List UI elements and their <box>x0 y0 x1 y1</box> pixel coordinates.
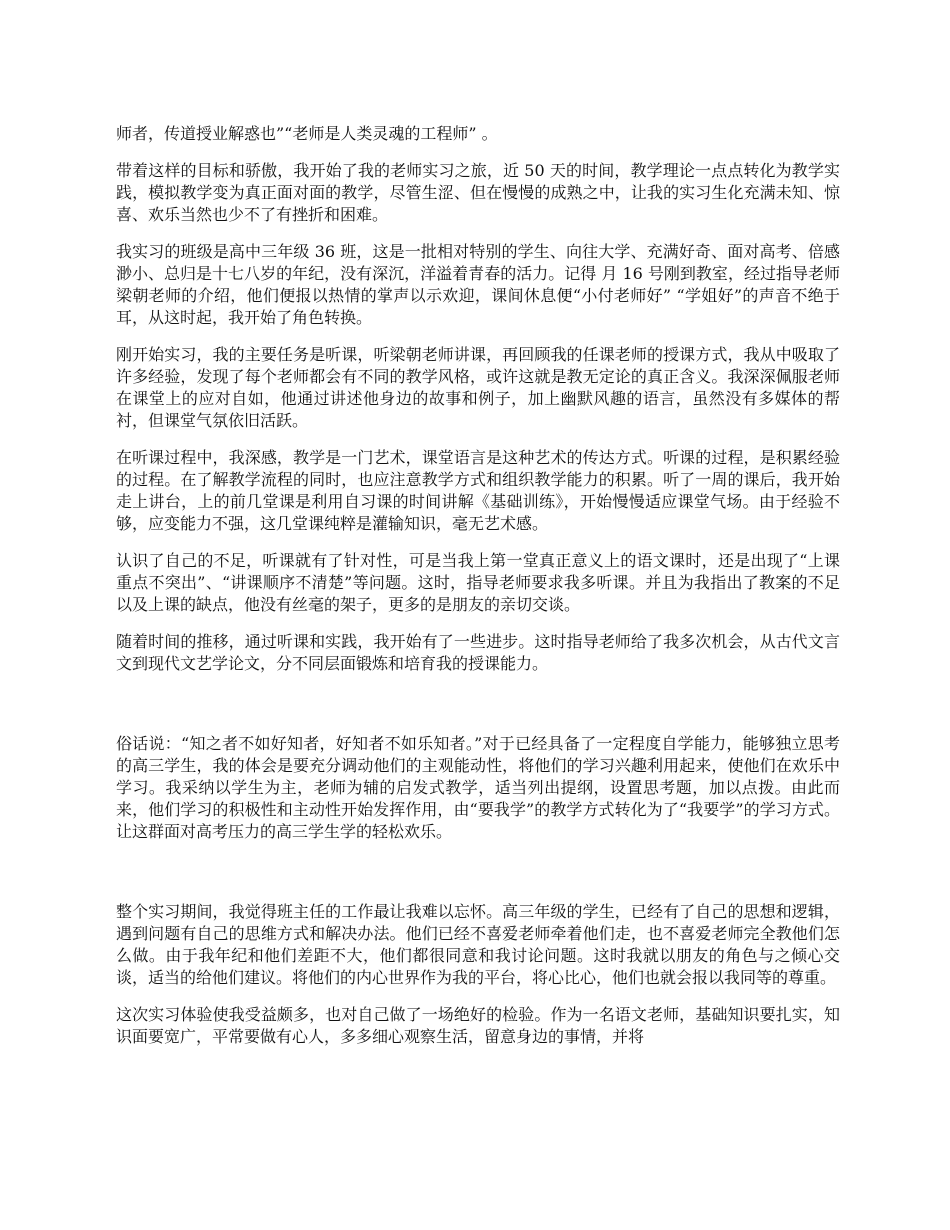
paragraph-4: 刚开始实习，我的主要任务是听课，听梁朝老师讲课，再回顾我的任课老师的授课方式，我从中吸取了许多经验，发现了每个老师都会有不同的教学风格，或许这就是教无定论的真正含义。我深深佩服老师在课堂上的应对自如，他通过讲述他身边的故事和例子，加上幽默风趣的语言，虽然没有多媒体的帮衬，但课堂气氛依旧活跃。 <box>116 345 840 430</box>
paragraph-7: 随着时间的推移，通过听课和实践，我开始有了一些进步。这时指导老师给了我多次机会，从古代文言文到现代文艺学论文，分不同层面锻炼和培育我的授课能力。 <box>116 632 840 673</box>
paragraph-5: 在听课过程中，我深感，教学是一门艺术，课堂语言是这种艺术的传达方式。听课的过程，是积累经验的过程。在了解教学流程的同时，也应注意教学方式和组织教学能力的积累。听了一周的课后，我开始走上讲台，上的前几堂课是利用自习课的时间讲解《基础训练》，开始慢慢适应课堂气场。由于经验不够，应变能力不强，这几堂课纯粹是灌输知识，毫无艺术感。 <box>116 448 840 533</box>
paragraph-10: 这次实习体验使我受益颇多，也对自己做了一场绝好的检验。作为一名语文老师，基础知识要扎实，知识面要宽广，平常要做有心人，多多细心观察生活，留意身边的事情，并将 <box>116 1005 840 1046</box>
document-page <box>116 123 840 1048</box>
paragraph-2: 带着这样的目标和骄傲，我开始了我的老师实习之旅，近 50 天的时间，教学理论一点点转化为教学实践，模拟教学变为真正面对面的教学，尽管生涩、但在慢慢的成熟之中，让我的实习生化充满未知、惊喜、欢乐当然也少不了有挫折和困难。 <box>116 161 840 224</box>
paragraph-6: 认识了自己的不足，听课就有了针对性，可是当我上第一堂真正意义上的语文课时，还是出现了“上课重点不突出”、“讲课顺序不清楚”等问题。这时，指导老师要求我多听课。并且为我指出了教案的不足以及上课的缺点，他没有丝毫的架子，更多的是朋友的亲切交谈。 <box>116 551 840 614</box>
paragraph-1: 师者，传道授业解惑也”“老师是人类灵魂的工程师” 。 <box>116 124 498 143</box>
paragraph-8: 俗话说：“知之者不如好知者，好知者不如乐知者。”对于已经具备了一定程度自学能力，能够独立思考的高三学生，我的体会是要充分调动他们的主观能动性，将他们的学习兴趣利用起来，使他们在欢乐中学习。我采纳以学生为主，老师为辅的启发式教学，适当列出提纲，设置思考题，加以点拨。由此而来，他们学习的积极性和主动性开始发挥作用，由“要我学”的教学方式转化为了“我要学”的学习方式。让这群面对高考压力的高三学生学的轻松欢乐。 <box>116 734 840 841</box>
paragraph-9: 整个实习期间，我觉得班主任的工作最让我难以忘怀。高三年级的学生，已经有了自己的思想和逻辑，遇到问题有自己的思维方式和解决办法。他们已经不喜爱老师牵着他们走，也不喜爱老师完全教他们怎么做。由于我年纪和他们差距不大，他们都很同意和我讨论问题。这时我就以朋友的角色与之倾心交谈，适当的给他们建议。将他们的内心世界作为我的平台，将心比心，他们也就会报以我同等的尊重。 <box>116 902 840 987</box>
paragraph-3: 我实习的班级是高中三年级 36 班，这是一批相对特别的学生、向往大学、充满好奇、面对高考、倍感渺小、总归是十七八岁的年纪，没有深沉，洋溢着青春的活力。记得 月 16 号刚到教室，经过指导老师梁朝老师的介绍，他们便报以热情的掌声以示欢迎，课间休息便“小付老师好” “学姐好”的声音不绝于耳，从这时起，我开始了角色转换。 <box>116 242 840 327</box>
